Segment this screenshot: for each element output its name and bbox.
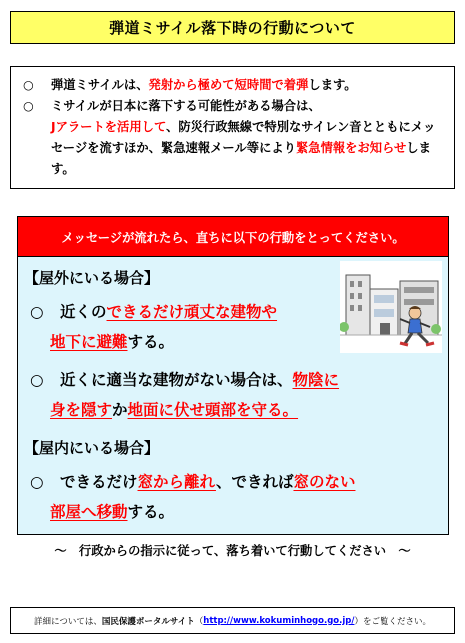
portal-site-link[interactable]: http://www.kokuminhogo.go.jp/ [203, 615, 355, 626]
outdoor-section-title: 【屋外にいる場合】 [24, 269, 160, 287]
outdoor-item-1: ○ 近くのできるだけ頑丈な建物や 地下に避難する。 [30, 297, 277, 357]
bullet-circle: ○ [23, 99, 34, 113]
page-title [10, 11, 455, 44]
bullet-circle: ○ [30, 371, 44, 389]
intro-paragraph-1: ○ 弾道ミサイルは、発射から極めて短時間で着弾します。 [23, 75, 446, 96]
highlight-text: Jアラートを活用して [51, 120, 167, 134]
indoor-section-title: 【屋内にいる場合】 [24, 439, 160, 457]
footer-note: ～ 行政からの指示に従って、落ち着いて行動してください ～ [54, 544, 411, 558]
intro-paragraph-2: ○ ミサイルが日本に落下する可能性がある場合は、 Jアラートを活用して、防災行政無線で特別なサイレン音とともにメッセージを流すほか、緊急速報メール等により緊急情報をお知らせします。 [23, 96, 446, 180]
bullet-circle: ○ [30, 303, 44, 321]
highlight-text: 発射から極めて短時間で着弾 [148, 78, 309, 92]
highlight-text: 緊急情報をお知らせ [295, 141, 407, 155]
bullet-circle: ○ [23, 78, 34, 92]
indoor-item-1: ○ できるだけ窓から離れ、できれば窓のない 部屋へ移動する。 [30, 467, 355, 527]
action-box [17, 216, 449, 535]
source-box: 詳細については、 国民保護ポータルサイト （ http://www.kokuminhogo.go.jp/ ）をご覧ください。 [10, 607, 455, 634]
evacuation-illustration [340, 261, 442, 353]
outdoor-item-2: ○ 近くに適当な建物がない場合は、物陰に 身を隠すか地面に伏せ頭部を守る。 [30, 365, 339, 425]
intro-box [10, 66, 455, 189]
bullet-circle: ○ [30, 473, 44, 491]
portal-site-name: 国民保護ポータルサイト [101, 616, 195, 627]
action-header: メッセージが流れたら、直ちに以下の行動をとってください。 [18, 217, 448, 257]
page-title-text: 弾道ミサイル落下時の行動について [109, 19, 356, 37]
